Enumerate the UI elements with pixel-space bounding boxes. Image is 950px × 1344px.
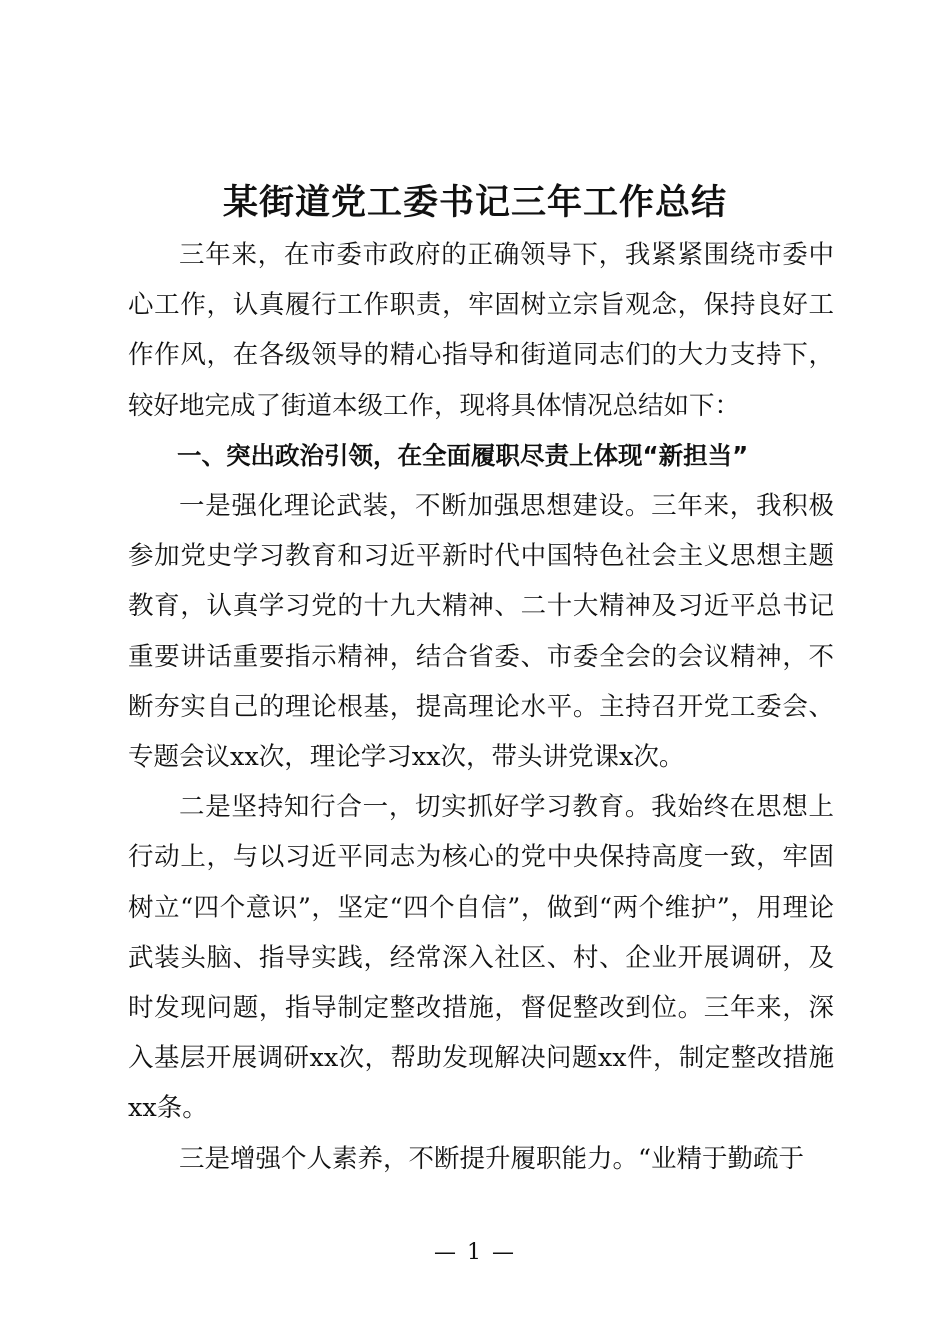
intro-paragraph: 三年来，在市委市政府的正确领导下，我紧紧围绕市委中心工作，认真履行工作职责，牢固树立宗旨观念，保持良好工作作风，在各级领导的精心指导和街道同志们的大力支持下，较好地完成了街道本级工作，现将具体情况总结如下：: [128, 240, 834, 421]
document-body: [128, 230, 834, 1184]
section-heading-1: 一、突出政治引领，在全面履职尽责上体现“新担当”: [177, 440, 749, 470]
page-number: — 1 —: [434, 1240, 516, 1265]
body-paragraph-1: 一是强化理论武装，不断加强思想建设。三年来，我积极参加党史学习教育和习近平新时代中国特色社会主义思想主题教育，认真学习党的十九大精神、二十大精神及习近平总书记重要讲话重要指示精神，结合省委、市委全会的会议精神，不断夯实自己的理论根基，提高理论水平。主持召开党工委会、专题会议xx次，理论学习xx次，带头讲党课x次。: [128, 491, 834, 773]
body-paragraph-2: 二是坚持知行合一，切实抓好学习教育。我始终在思想上行动上，与以习近平同志为核心的党中央保持高度一致，牢固树立“四个意识”，坚定“四个自信”，做到“两个维护”，用理论武装头脑、指导实践，经常深入社区、村、企业开展调研，及时发现问题，指导制定整改措施，督促整改到位。三年来，深入基层开展调研xx次，帮助发现解决问题xx件，制定整改措施xx条。: [128, 792, 834, 1124]
body-paragraph-3: 三是增强个人素养，不断提升履职能力。“业精于勤疏于: [179, 1143, 805, 1174]
document-title: 某街道党工委书记三年工作总结: [222, 182, 727, 223]
